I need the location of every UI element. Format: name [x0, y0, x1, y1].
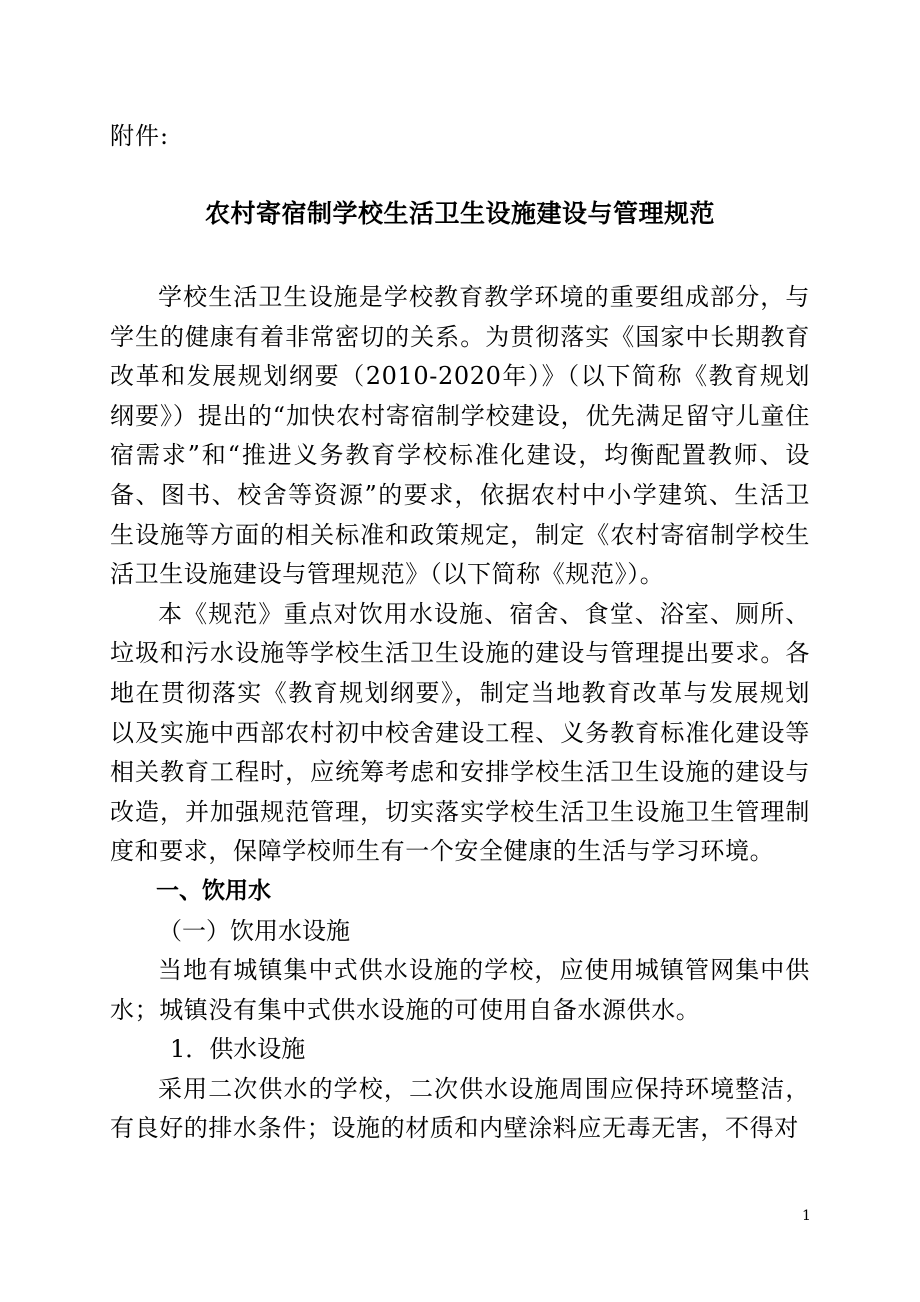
scope-paragraph: 本《规范》重点对饮用水设施、宿舍、食堂、浴室、厕所、垃圾和污水设施等学校生活卫生设施的建设与管理提出要求。各地在贯彻落实《教育规划纲要》，制定当地教育改革与发展规划以及实施中西部农村初中校舍建设工程、义务教育标准化建设等相关教育工程时，应统筹考虑和安排学校生活卫生设施的建设与改造，并加强规范管理，切实落实学校生活卫生设施卫生管理制度和要求，保障学校师生有一个安全健康的生活与学习环境。	[110, 599, 810, 866]
section-heading-drinking-water: 一、饮用水	[156, 877, 271, 904]
item-heading-supply-facilities: 1．供水设施	[170, 1035, 306, 1064]
secondary-supply-paragraph: 采用二次供水的学校，二次供水设施周围应保持环境整洁，有良好的排水条件；设施的材质和内壁涂料应无毒无害，不得对	[110, 1074, 810, 1143]
water-supply-paragraph: 当地有城镇集中式供水设施的学校，应使用城镇管网集中供水；城镇没有集中式供水设施的可使用自备水源供水。	[110, 956, 810, 1024]
document-title: 农村寄宿制学校生活卫生设施建设与管理规范	[204, 199, 715, 228]
subsection-heading-water-facilities: （一）饮用水设施	[158, 916, 350, 945]
document-body	[110, 278, 810, 1149]
attachment-label: 附件:	[110, 122, 170, 150]
page-number: 1	[802, 1208, 811, 1224]
intro-paragraph: 学校生活卫生设施是学校教育教学环境的重要组成部分，与学生的健康有着非常密切的关系。为贯彻落实《国家中长期教育改革和发展规划纲要（2010-2020年）》（以下简称《教育规划纲要》）提出的“加快农村寄宿制学校建设，优先满足留守儿童住宿需求”和“推进义务教育学校标准化建设，均衡配置教师、设备、图书、校舍等资源”的要求，依据农村中小学建筑、生活卫生设施等方面的相关标准和政策规定，制定《农村寄宿制学校生活卫生设施建设与管理规范》（以下简称《规范》）。	[110, 283, 810, 589]
